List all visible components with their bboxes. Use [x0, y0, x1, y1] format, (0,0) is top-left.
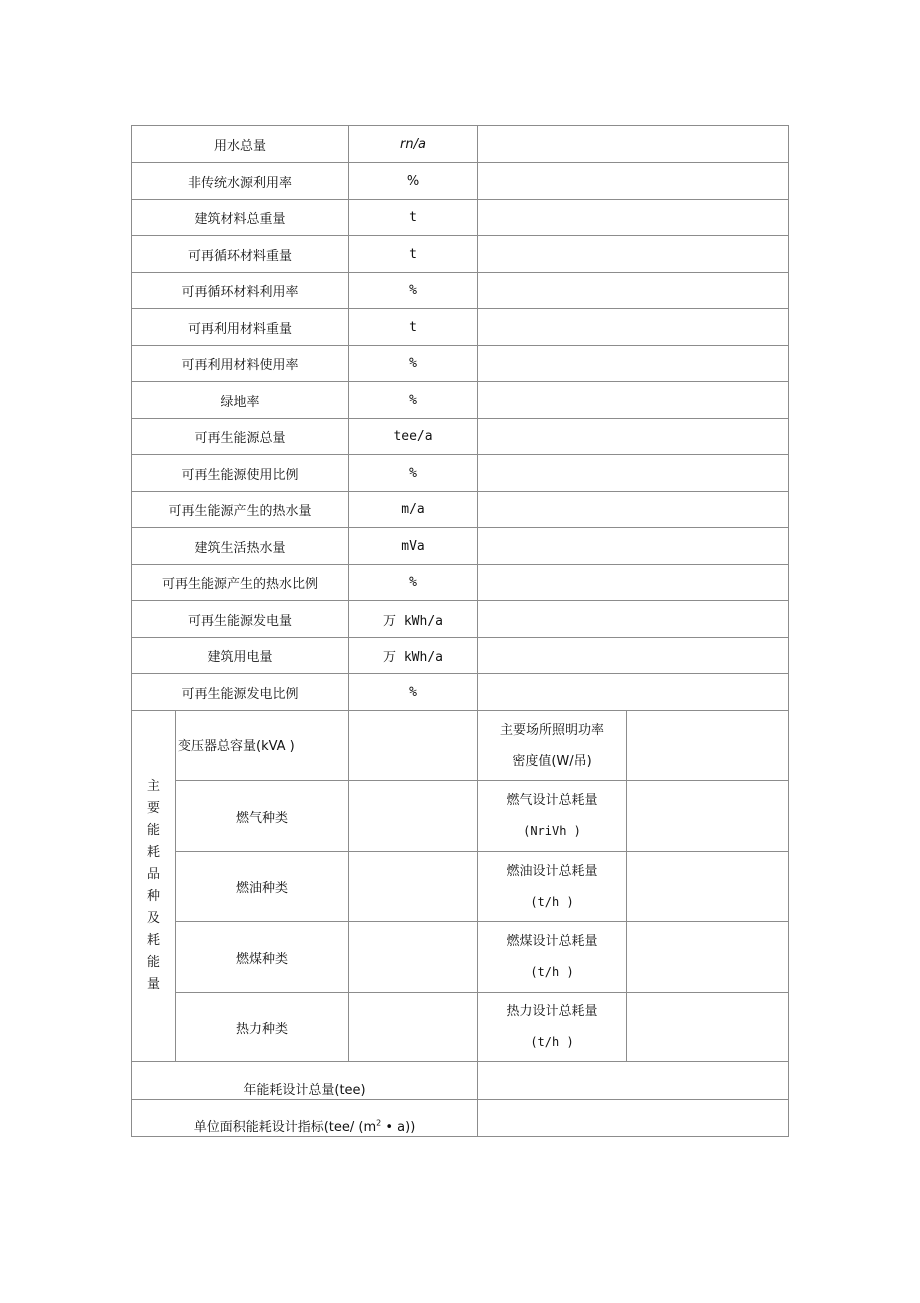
energy-form-sheet — [131, 125, 788, 1137]
row-value-cell[interactable] — [478, 382, 789, 419]
row-unit: 万 kWh/a — [349, 601, 478, 638]
gas-type-value-cell[interactable] — [349, 781, 478, 852]
heat-consumption-value-cell[interactable] — [627, 993, 789, 1062]
row-value-cell[interactable] — [478, 638, 789, 674]
row-label: 建筑材料总重量 — [132, 200, 349, 236]
transformer-capacity-value-cell[interactable] — [349, 711, 478, 781]
energy-row — [132, 993, 789, 1062]
unit-area-index-label: 单位面积能耗设计指标(tee/ ($m^2$ • a)) — [132, 1100, 478, 1137]
table-row — [132, 126, 789, 163]
oil-consumption-label: 燃油设计总耗量 (t/h ) — [478, 852, 627, 922]
row-label: 可再利用材料使用率 — [132, 346, 349, 382]
row-value-cell[interactable] — [478, 528, 789, 565]
row-value-cell[interactable] — [478, 419, 789, 455]
row-value-cell[interactable] — [478, 309, 789, 346]
table-row — [132, 492, 789, 528]
row-unit: tee/a — [349, 419, 478, 455]
lighting-density-label: 主要场所照明功率 密度值(W/吊) — [478, 711, 627, 781]
row-unit: % — [349, 455, 478, 492]
unit-area-index-value-cell[interactable] — [478, 1100, 789, 1137]
energy-section-vertical-label: 主 要 能 耗 品 种 及 耗 能 量 — [132, 711, 176, 1062]
row-label: 可再利用材料重量 — [132, 309, 349, 346]
gas-consumption-label: 燃气设计总耗量 (NriVh ) — [478, 781, 627, 852]
heat-type-value-cell[interactable] — [349, 993, 478, 1062]
table-row — [132, 200, 789, 236]
row-label: 用水总量 — [132, 126, 349, 163]
row-unit: % — [349, 346, 478, 382]
lighting-density-value-cell[interactable] — [627, 711, 789, 781]
row-value-cell[interactable] — [478, 674, 789, 711]
table-row — [132, 419, 789, 455]
coal-type-value-cell[interactable] — [349, 922, 478, 993]
row-unit: t — [349, 309, 478, 346]
row-label: 非传统水源利用率 — [132, 163, 349, 200]
coal-consumption-label: 燃煤设计总耗量 (t/h ) — [478, 922, 627, 993]
row-unit: 万 kWh/a — [349, 638, 478, 674]
gas-consumption-value-cell[interactable] — [627, 781, 789, 852]
energy-form-table — [131, 125, 789, 1137]
row-unit: m/a — [349, 492, 478, 528]
row-value-cell[interactable] — [478, 455, 789, 492]
row-value-cell[interactable] — [478, 273, 789, 309]
row-label: 可再生能源总量 — [132, 419, 349, 455]
row-unit: % — [349, 674, 478, 711]
table-row — [132, 528, 789, 565]
table-row — [132, 455, 789, 492]
row-label: 可再生能源发电比例 — [132, 674, 349, 711]
row-value-cell[interactable] — [478, 236, 789, 273]
row-value-cell[interactable] — [478, 346, 789, 382]
row-label: 建筑用电量 — [132, 638, 349, 674]
oil-type-label: 燃油种类 — [176, 852, 349, 922]
table-row — [132, 382, 789, 419]
row-unit: % — [349, 163, 478, 200]
oil-consumption-value-cell[interactable] — [627, 852, 789, 922]
row-unit: % — [349, 382, 478, 419]
row-label: 可再生能源发电量 — [132, 601, 349, 638]
table-row — [132, 565, 789, 601]
row-unit: mVa — [349, 528, 478, 565]
oil-type-value-cell[interactable] — [349, 852, 478, 922]
energy-row — [132, 852, 789, 922]
energy-row — [132, 922, 789, 993]
transformer-capacity-label: 变压器总容量(kVA ) — [176, 711, 349, 781]
coal-type-label: 燃煤种类 — [176, 922, 349, 993]
annual-energy-total-label: 年能耗设计总量(tee) — [132, 1062, 478, 1100]
table-row — [132, 601, 789, 638]
row-label: 可再生能源产生的热水比例 — [132, 565, 349, 601]
row-unit: rn/a — [349, 126, 478, 163]
row-label: 可再循环材料重量 — [132, 236, 349, 273]
energy-row — [132, 711, 789, 781]
table-row — [132, 309, 789, 346]
annual-total-row — [132, 1062, 789, 1100]
row-label: 建筑生活热水量 — [132, 528, 349, 565]
table-row — [132, 638, 789, 674]
coal-consumption-value-cell[interactable] — [627, 922, 789, 993]
unit-area-row — [132, 1100, 789, 1137]
row-value-cell[interactable] — [478, 200, 789, 236]
row-value-cell[interactable] — [478, 601, 789, 638]
heat-type-label: 热力种类 — [176, 993, 349, 1062]
table-row — [132, 674, 789, 711]
row-unit: t — [349, 236, 478, 273]
energy-row — [132, 781, 789, 852]
table-row — [132, 273, 789, 309]
heat-consumption-label: 热力设计总耗量 (t/h ) — [478, 993, 627, 1062]
row-unit: t — [349, 200, 478, 236]
gas-type-label: 燃气种类 — [176, 781, 349, 852]
row-label: 可再生能源使用比例 — [132, 455, 349, 492]
row-label: 可再生能源产生的热水量 — [132, 492, 349, 528]
row-value-cell[interactable] — [478, 163, 789, 200]
row-value-cell[interactable] — [478, 126, 789, 163]
row-label: 绿地率 — [132, 382, 349, 419]
row-unit: % — [349, 273, 478, 309]
row-label: 可再循环材料利用率 — [132, 273, 349, 309]
row-unit: % — [349, 565, 478, 601]
table-row — [132, 236, 789, 273]
table-row — [132, 163, 789, 200]
table-row — [132, 346, 789, 382]
row-value-cell[interactable] — [478, 565, 789, 601]
row-value-cell[interactable] — [478, 492, 789, 528]
annual-energy-total-value-cell[interactable] — [478, 1062, 789, 1100]
